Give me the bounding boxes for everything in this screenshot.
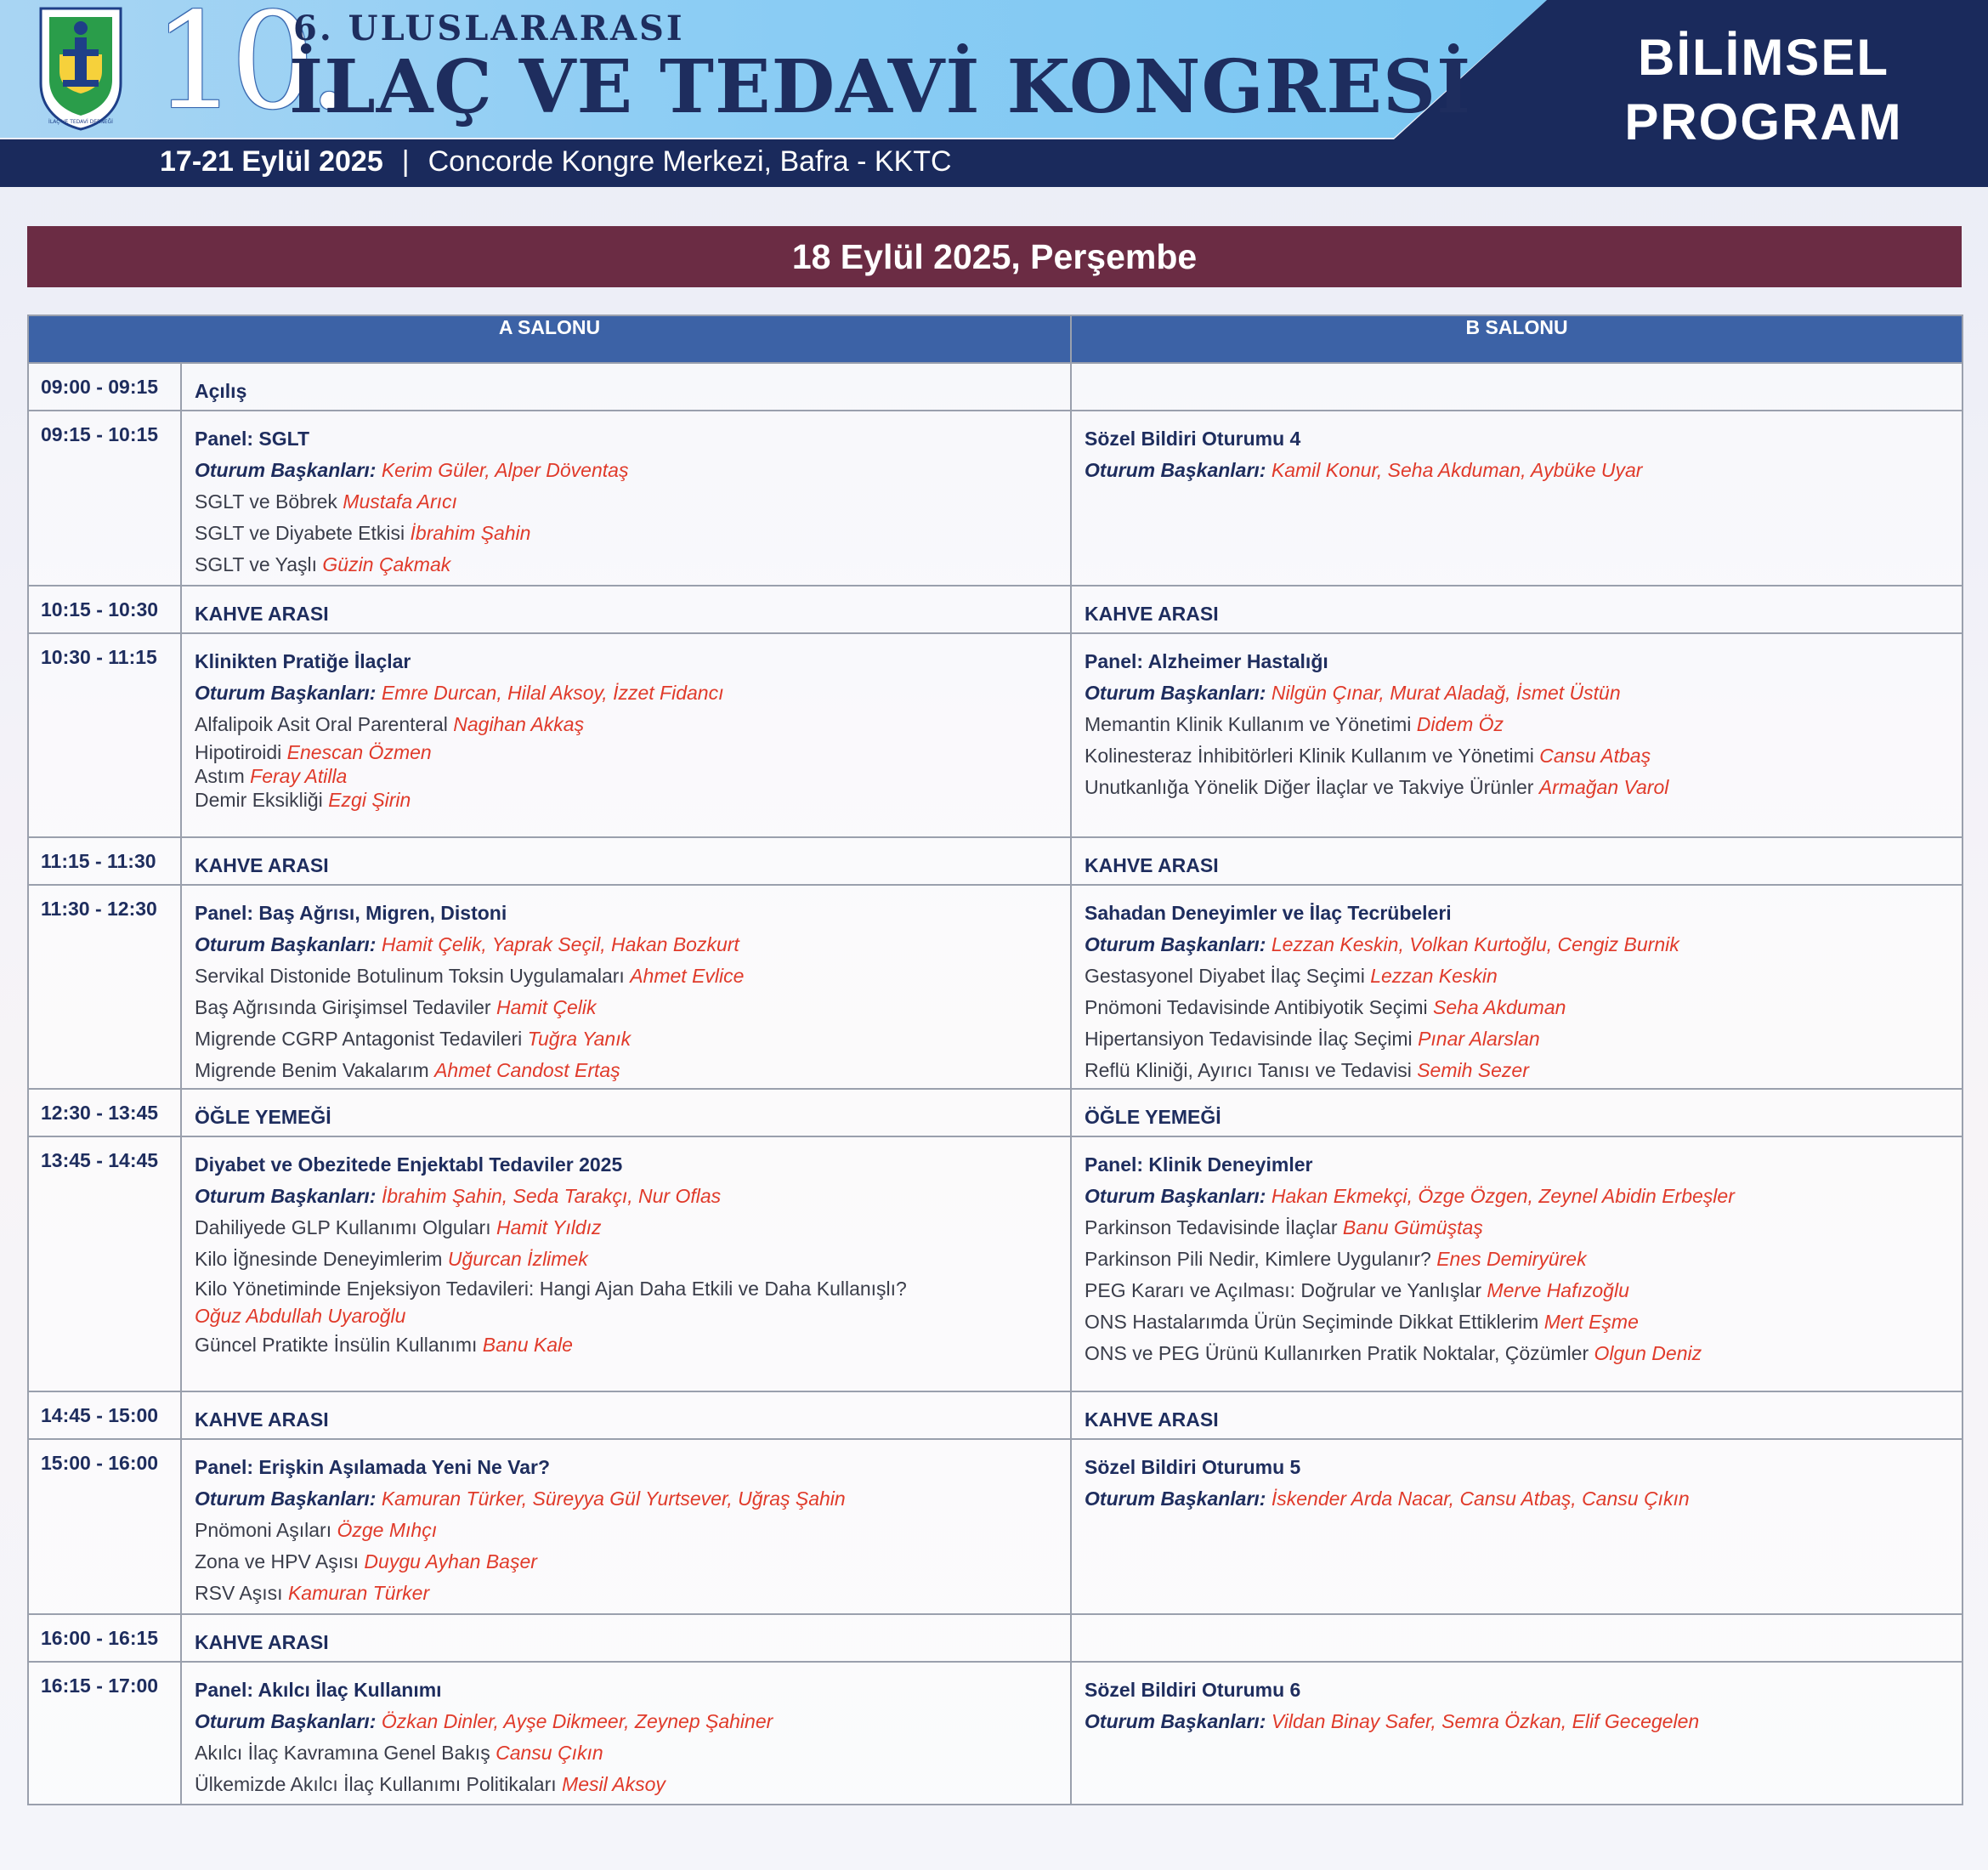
break-label: KAHVE ARASI — [1085, 603, 1219, 625]
session-chairs — [195, 1706, 1070, 1737]
session-chairs — [195, 1181, 1070, 1212]
time-slot: 09:15 - 10:15 — [28, 411, 181, 586]
program-table — [27, 314, 1963, 1805]
hall-a-session — [181, 1614, 1071, 1662]
chairs-label: Oturum Başkanları: — [1085, 1185, 1266, 1207]
talk-speaker: Enescan Özmen — [286, 741, 432, 763]
edition-number: 10. — [153, 0, 344, 139]
session-chairs — [195, 677, 1070, 709]
talk-speaker: Didem Öz — [1416, 713, 1504, 735]
hall-b-session — [1071, 1391, 1963, 1439]
break-label: KAHVE ARASI — [1085, 854, 1219, 876]
talk-topic: Gestasyonel Diyabet İlaç Seçimi — [1085, 965, 1365, 987]
talk-item — [1085, 960, 1962, 992]
chairs-label: Oturum Başkanları: — [1085, 1488, 1266, 1510]
time-slot: 09:00 - 09:15 — [28, 363, 181, 411]
table-row — [28, 1614, 1963, 1662]
hall-a-session — [181, 1089, 1071, 1136]
session-title: Sözel Bildiri Oturumu 4 — [1085, 428, 1301, 450]
hall-a-session — [181, 586, 1071, 633]
talk-topic: Kilo Yönetiminde Enjeksiyon Tedavileri: Hangi Ajan Daha Etkili ve Daha Kullanışlı? — [195, 1278, 907, 1300]
talk-item — [1085, 1306, 1962, 1338]
talk-speaker: Cansu Atbaş — [1539, 745, 1651, 767]
talk-topic: Hipotiroidi — [195, 741, 282, 763]
talk-item — [195, 740, 1070, 764]
talk-item — [1085, 772, 1962, 803]
chairs-label: Oturum Başkanları: — [195, 1488, 377, 1510]
talk-topic: Parkinson Tedavisinde İlaçlar — [1085, 1216, 1338, 1238]
hall-b-session — [1071, 411, 1963, 586]
hall-b-session — [1071, 1136, 1963, 1391]
talk-item — [1085, 1338, 1962, 1369]
hall-a-header: A SALONU — [28, 315, 1071, 363]
chairs-label: Oturum Başkanları: — [1085, 459, 1266, 481]
program-table-body — [28, 363, 1963, 1805]
session-chairs — [1085, 1181, 1962, 1212]
talk-topic: ONS Hastalarımda Ürün Seçiminde Dikkat Ettiklerim — [1085, 1311, 1539, 1333]
talk-topic: SGLT ve Böbrek — [195, 490, 337, 513]
talk-speaker: Oğuz Abdullah Uyaroğlu — [195, 1305, 406, 1327]
program-label — [1606, 26, 1921, 155]
hall-b-session — [1071, 1089, 1963, 1136]
hall-b-session — [1071, 885, 1963, 1089]
talk-topic: Migrende CGRP Antagonist Tedavileri — [195, 1028, 523, 1050]
session-title: Diyabet ve Obezitede Enjektabl Tedaviler 2025 — [195, 1153, 623, 1176]
talk-speaker: Ahmet Candost Ertaş — [434, 1059, 620, 1081]
time-slot: 16:00 - 16:15 — [28, 1614, 181, 1662]
talk-item — [1085, 992, 1962, 1023]
table-row — [28, 1391, 1963, 1439]
session-chairs — [1085, 677, 1962, 709]
hall-b-session — [1071, 633, 1963, 837]
talk-speaker: Lezzan Keskin — [1370, 965, 1498, 987]
talk-speaker: Duygu Ayhan Başer — [364, 1550, 537, 1572]
talk-topic: Alfalipoik Asit Oral Parenteral — [195, 713, 448, 735]
table-row — [28, 411, 1963, 586]
program-label-line2: PROGRAM — [1624, 94, 1903, 150]
talk-topic: SGLT ve Yaşlı — [195, 553, 318, 575]
hall-a-session — [181, 633, 1071, 837]
talk-speaker: Mesil Aksoy — [562, 1773, 665, 1795]
time-slot: 12:30 - 13:45 — [28, 1089, 181, 1136]
chairs-names: Emre Durcan, Hilal Aksoy, İzzet Fidancı — [381, 682, 724, 704]
talk-item — [195, 1055, 1070, 1086]
break-label: ÖĞLE YEMEĞİ — [195, 1106, 331, 1128]
talk-speaker: Mustafa Arıcı — [343, 490, 457, 513]
talk-item — [195, 518, 1070, 549]
chairs-names: Vildan Binay Safer, Semra Özkan, Elif Gecegelen — [1271, 1710, 1700, 1732]
talk-speaker: Olgun Deniz — [1594, 1342, 1702, 1364]
session-title: Panel: Klinik Deneyimler — [1085, 1153, 1313, 1176]
talk-item — [195, 1212, 1070, 1244]
table-row — [28, 885, 1963, 1089]
chairs-names: Kamuran Türker, Süreyya Gül Yurtsever, Uğraş Şahin — [381, 1488, 846, 1510]
time-slot: 15:00 - 16:00 — [28, 1439, 181, 1614]
session-chairs — [1085, 1483, 1962, 1515]
talk-item — [195, 1515, 1070, 1546]
talk-item — [195, 1244, 1070, 1275]
talk-topic: SGLT ve Diyabete Etkisi — [195, 522, 405, 544]
hall-a-session — [181, 363, 1071, 411]
table-row — [28, 837, 1963, 885]
table-header-row — [28, 315, 1963, 363]
time-slot: 10:30 - 11:15 — [28, 633, 181, 837]
talk-item — [195, 1769, 1070, 1800]
chairs-label: Oturum Başkanları: — [195, 1710, 377, 1732]
talk-item — [195, 1546, 1070, 1578]
session-chairs — [195, 929, 1070, 960]
talk-topic: RSV Aşısı — [195, 1582, 283, 1604]
talk-item — [195, 1023, 1070, 1055]
talk-speaker: Feray Atilla — [250, 765, 348, 787]
talk-speaker: Cansu Çıkın — [496, 1742, 603, 1764]
congress-venue: Concorde Kongre Merkezi, Bafra - KKTC — [428, 145, 952, 178]
talk-speaker: Özge Mıhçı — [337, 1519, 438, 1541]
talk-speaker: Enes Demiryürek — [1436, 1248, 1587, 1270]
talk-item — [195, 1737, 1070, 1769]
talk-item — [195, 709, 1070, 740]
session-title: Panel: Alzheimer Hastalığı — [1085, 650, 1328, 672]
talk-speaker: Seha Akduman — [1432, 996, 1566, 1018]
talk-topic: Reflü Kliniği, Ayırıcı Tanısı ve Tedavisi — [1085, 1059, 1412, 1081]
table-row — [28, 586, 1963, 633]
hall-a-session — [181, 1136, 1071, 1391]
hall-b-session — [1071, 586, 1963, 633]
date-venue-line — [160, 145, 952, 178]
talk-topic: ONS ve PEG Ürünü Kullanırken Pratik Noktalar, Çözümler — [1085, 1342, 1589, 1364]
talk-speaker: Nagihan Akkaş — [453, 713, 585, 735]
talk-speaker: Merve Hafızoğlu — [1487, 1279, 1629, 1301]
talk-speaker: İbrahim Şahin — [410, 522, 531, 544]
talk-speaker: Semih Sezer — [1417, 1059, 1529, 1081]
talk-item — [1085, 1023, 1962, 1055]
chairs-names: İbrahim Şahin, Seda Tarakçı, Nur Oflas — [381, 1185, 722, 1207]
chairs-names: Hakan Ekmekçi, Özge Özgen, Zeynel Abidin Erbeşler — [1271, 1185, 1735, 1207]
session-title: Panel: Erişkin Aşılamada Yeni Ne Var? — [195, 1456, 551, 1478]
congress-title: İLAÇ VE TEDAVİ KONGRESİ — [289, 44, 1472, 130]
talk-item — [1085, 1212, 1962, 1244]
table-row — [28, 1439, 1963, 1614]
talk-item — [195, 960, 1070, 992]
session-title: Panel: SGLT — [195, 428, 310, 450]
talk-item — [195, 1275, 1070, 1329]
table-row — [28, 633, 1963, 837]
association-logo — [34, 5, 127, 131]
time-slot: 16:15 - 17:00 — [28, 1662, 181, 1805]
talk-topic: Astım — [195, 765, 245, 787]
hall-a-session — [181, 1662, 1071, 1805]
hall-a-session — [181, 1439, 1071, 1614]
talk-topic: Memantin Klinik Kullanım ve Yönetimi — [1085, 713, 1412, 735]
hall-a-session — [181, 411, 1071, 586]
talk-speaker: Mert Eşme — [1543, 1311, 1639, 1333]
date-venue-separator: | — [401, 145, 410, 178]
break-label: KAHVE ARASI — [195, 603, 329, 625]
talk-topic: Demir Eksikliği — [195, 789, 323, 811]
talk-topic: Hipertansiyon Tedavisinde İlaç Seçimi — [1085, 1028, 1413, 1050]
chairs-names: Kamil Konur, Seha Akduman, Aybüke Uyar — [1271, 459, 1643, 481]
day-title: 18 Eylül 2025, Perşembe — [27, 226, 1962, 287]
chairs-names: Nilgün Çınar, Murat Aladağ, İsmet Üstün — [1271, 682, 1621, 704]
talk-topic: Pnömoni Aşıları — [195, 1519, 332, 1541]
talk-speaker: Ezgi Şirin — [328, 789, 411, 811]
talk-speaker: Hamit Yıldız — [496, 1216, 602, 1238]
chairs-names: İskender Arda Nacar, Cansu Atbaş, Cansu Çıkın — [1271, 1488, 1690, 1510]
talk-topic: Unutkanlığa Yönelik Diğer İlaçlar ve Takviye Ürünler — [1085, 776, 1534, 798]
talk-item — [195, 486, 1070, 518]
chairs-label: Oturum Başkanları: — [1085, 933, 1266, 955]
chairs-names: Lezzan Keskin, Volkan Kurtoğlu, Cengiz Burnik — [1271, 933, 1679, 955]
talk-speaker: Uğurcan İzlimek — [447, 1248, 588, 1270]
break-label: ÖĞLE YEMEĞİ — [1085, 1106, 1221, 1128]
talk-item — [195, 764, 1070, 788]
chairs-label: Oturum Başkanları: — [195, 933, 377, 955]
talk-topic: Zona ve HPV Aşısı — [195, 1550, 360, 1572]
logo-lettering: İLAÇ VE TEDAVİ DERNEĞİ — [48, 119, 113, 125]
session-chairs — [195, 1483, 1070, 1515]
hall-b-session — [1071, 363, 1963, 411]
talk-topic: Pnömoni Tedavisinde Antibiyotik Seçimi — [1085, 996, 1428, 1018]
talk-topic: Baş Ağrısında Girişimsel Tedaviler — [195, 996, 491, 1018]
hall-b-session — [1071, 1439, 1963, 1614]
talk-topic: Servikal Distonide Botulinum Toksin Uygulamaları — [195, 965, 625, 987]
talk-item — [195, 1329, 1070, 1361]
talk-topic: Migrende Benim Vakalarım — [195, 1059, 429, 1081]
talk-item — [1085, 709, 1962, 740]
chairs-names: Özkan Dinler, Ayşe Dikmeer, Zeynep Şahiner — [381, 1710, 773, 1732]
chairs-label: Oturum Başkanları: — [195, 1185, 377, 1207]
table-row — [28, 1662, 1963, 1805]
time-slot: 11:30 - 12:30 — [28, 885, 181, 1089]
session-title: Sözel Bildiri Oturumu 5 — [1085, 1456, 1301, 1478]
talk-item — [195, 549, 1070, 581]
talk-item — [1085, 1244, 1962, 1275]
time-slot: 13:45 - 14:45 — [28, 1136, 181, 1391]
hall-b-session — [1071, 837, 1963, 885]
chairs-names: Hamit Çelik, Yaprak Seçil, Hakan Bozkurt — [381, 933, 739, 955]
talk-topic: Güncel Pratikte İnsülin Kullanımı — [195, 1334, 478, 1356]
talk-topic: Ülkemizde Akılcı İlaç Kullanımı Politikaları — [195, 1773, 557, 1795]
break-label: KAHVE ARASI — [1085, 1408, 1219, 1431]
hall-a-session — [181, 885, 1071, 1089]
talk-topic: Akılcı İlaç Kavramına Genel Bakış — [195, 1742, 490, 1764]
congress-dates: 17-21 Eylül 2025 — [160, 145, 383, 178]
talk-speaker: Banu Kale — [482, 1334, 573, 1356]
hall-a-session — [181, 1391, 1071, 1439]
talk-speaker: Tuğra Yanık — [527, 1028, 632, 1050]
program-label-line1: BİLİMSEL — [1638, 29, 1889, 86]
time-slot: 11:15 - 11:30 — [28, 837, 181, 885]
chairs-label: Oturum Başkanları: — [195, 459, 377, 481]
session-title: Panel: Akılcı İlaç Kullanımı — [195, 1679, 442, 1701]
session-title: Panel: Baş Ağrısı, Migren, Distoni — [195, 902, 507, 924]
talk-topic: Kilo İğnesinde Deneyimlerim — [195, 1248, 443, 1270]
talk-item — [195, 992, 1070, 1023]
session-title: Sahadan Deneyimler ve İlaç Tecrübeleri — [1085, 902, 1452, 924]
table-row — [28, 1136, 1963, 1391]
hall-b-session — [1071, 1614, 1963, 1662]
talk-speaker: Banu Gümüştaş — [1342, 1216, 1483, 1238]
session-title: Sözel Bildiri Oturumu 6 — [1085, 1679, 1301, 1701]
talk-item — [195, 1578, 1070, 1609]
talk-topic: Parkinson Pili Nedir, Kimlere Uygulanır? — [1085, 1248, 1431, 1270]
break-label: KAHVE ARASI — [195, 1631, 329, 1653]
talk-item — [195, 788, 1070, 812]
chairs-names: Kerim Güler, Alper Döventaş — [381, 459, 629, 481]
session-chairs — [1085, 455, 1962, 486]
break-label: KAHVE ARASI — [195, 854, 329, 876]
session-chairs — [1085, 929, 1962, 960]
hall-b-header: B SALONU — [1071, 315, 1963, 363]
talk-speaker: Hamit Çelik — [496, 996, 597, 1018]
break-label: Açılış — [195, 380, 247, 402]
talk-speaker: Kamuran Türker — [287, 1582, 430, 1604]
hall-b-session — [1071, 1662, 1963, 1805]
time-slot: 14:45 - 15:00 — [28, 1391, 181, 1439]
chairs-label: Oturum Başkanları: — [1085, 682, 1266, 704]
talk-speaker: Ahmet Evlice — [630, 965, 745, 987]
time-slot: 10:15 - 10:30 — [28, 586, 181, 633]
session-title: Klinikten Pratiğe İlaçlar — [195, 650, 411, 672]
chairs-label: Oturum Başkanları: — [1085, 1710, 1266, 1732]
talk-topic: PEG Kararı ve Açılması: Doğrular ve Yanlışlar — [1085, 1279, 1482, 1301]
session-chairs — [1085, 1706, 1962, 1737]
talk-item — [1085, 740, 1962, 772]
page-header — [0, 0, 1988, 187]
talk-item — [1085, 1275, 1962, 1306]
talk-speaker: Güzin Çakmak — [322, 553, 451, 575]
session-chairs — [195, 455, 1070, 486]
talk-topic: Kolinesteraz İnhibitörleri Klinik Kullanım ve Yönetimi — [1085, 745, 1534, 767]
table-row — [28, 1089, 1963, 1136]
table-row — [28, 363, 1963, 411]
talk-speaker: Armağan Varol — [1538, 776, 1669, 798]
talk-topic: Dahiliyede GLP Kullanımı Olguları — [195, 1216, 491, 1238]
hall-a-session — [181, 837, 1071, 885]
chairs-label: Oturum Başkanları: — [195, 682, 377, 704]
talk-item — [1085, 1055, 1962, 1086]
break-label: KAHVE ARASI — [195, 1408, 329, 1431]
talk-speaker: Pınar Alarslan — [1418, 1028, 1540, 1050]
congress-subtitle: 6. ULUSLARARASI — [293, 8, 685, 48]
